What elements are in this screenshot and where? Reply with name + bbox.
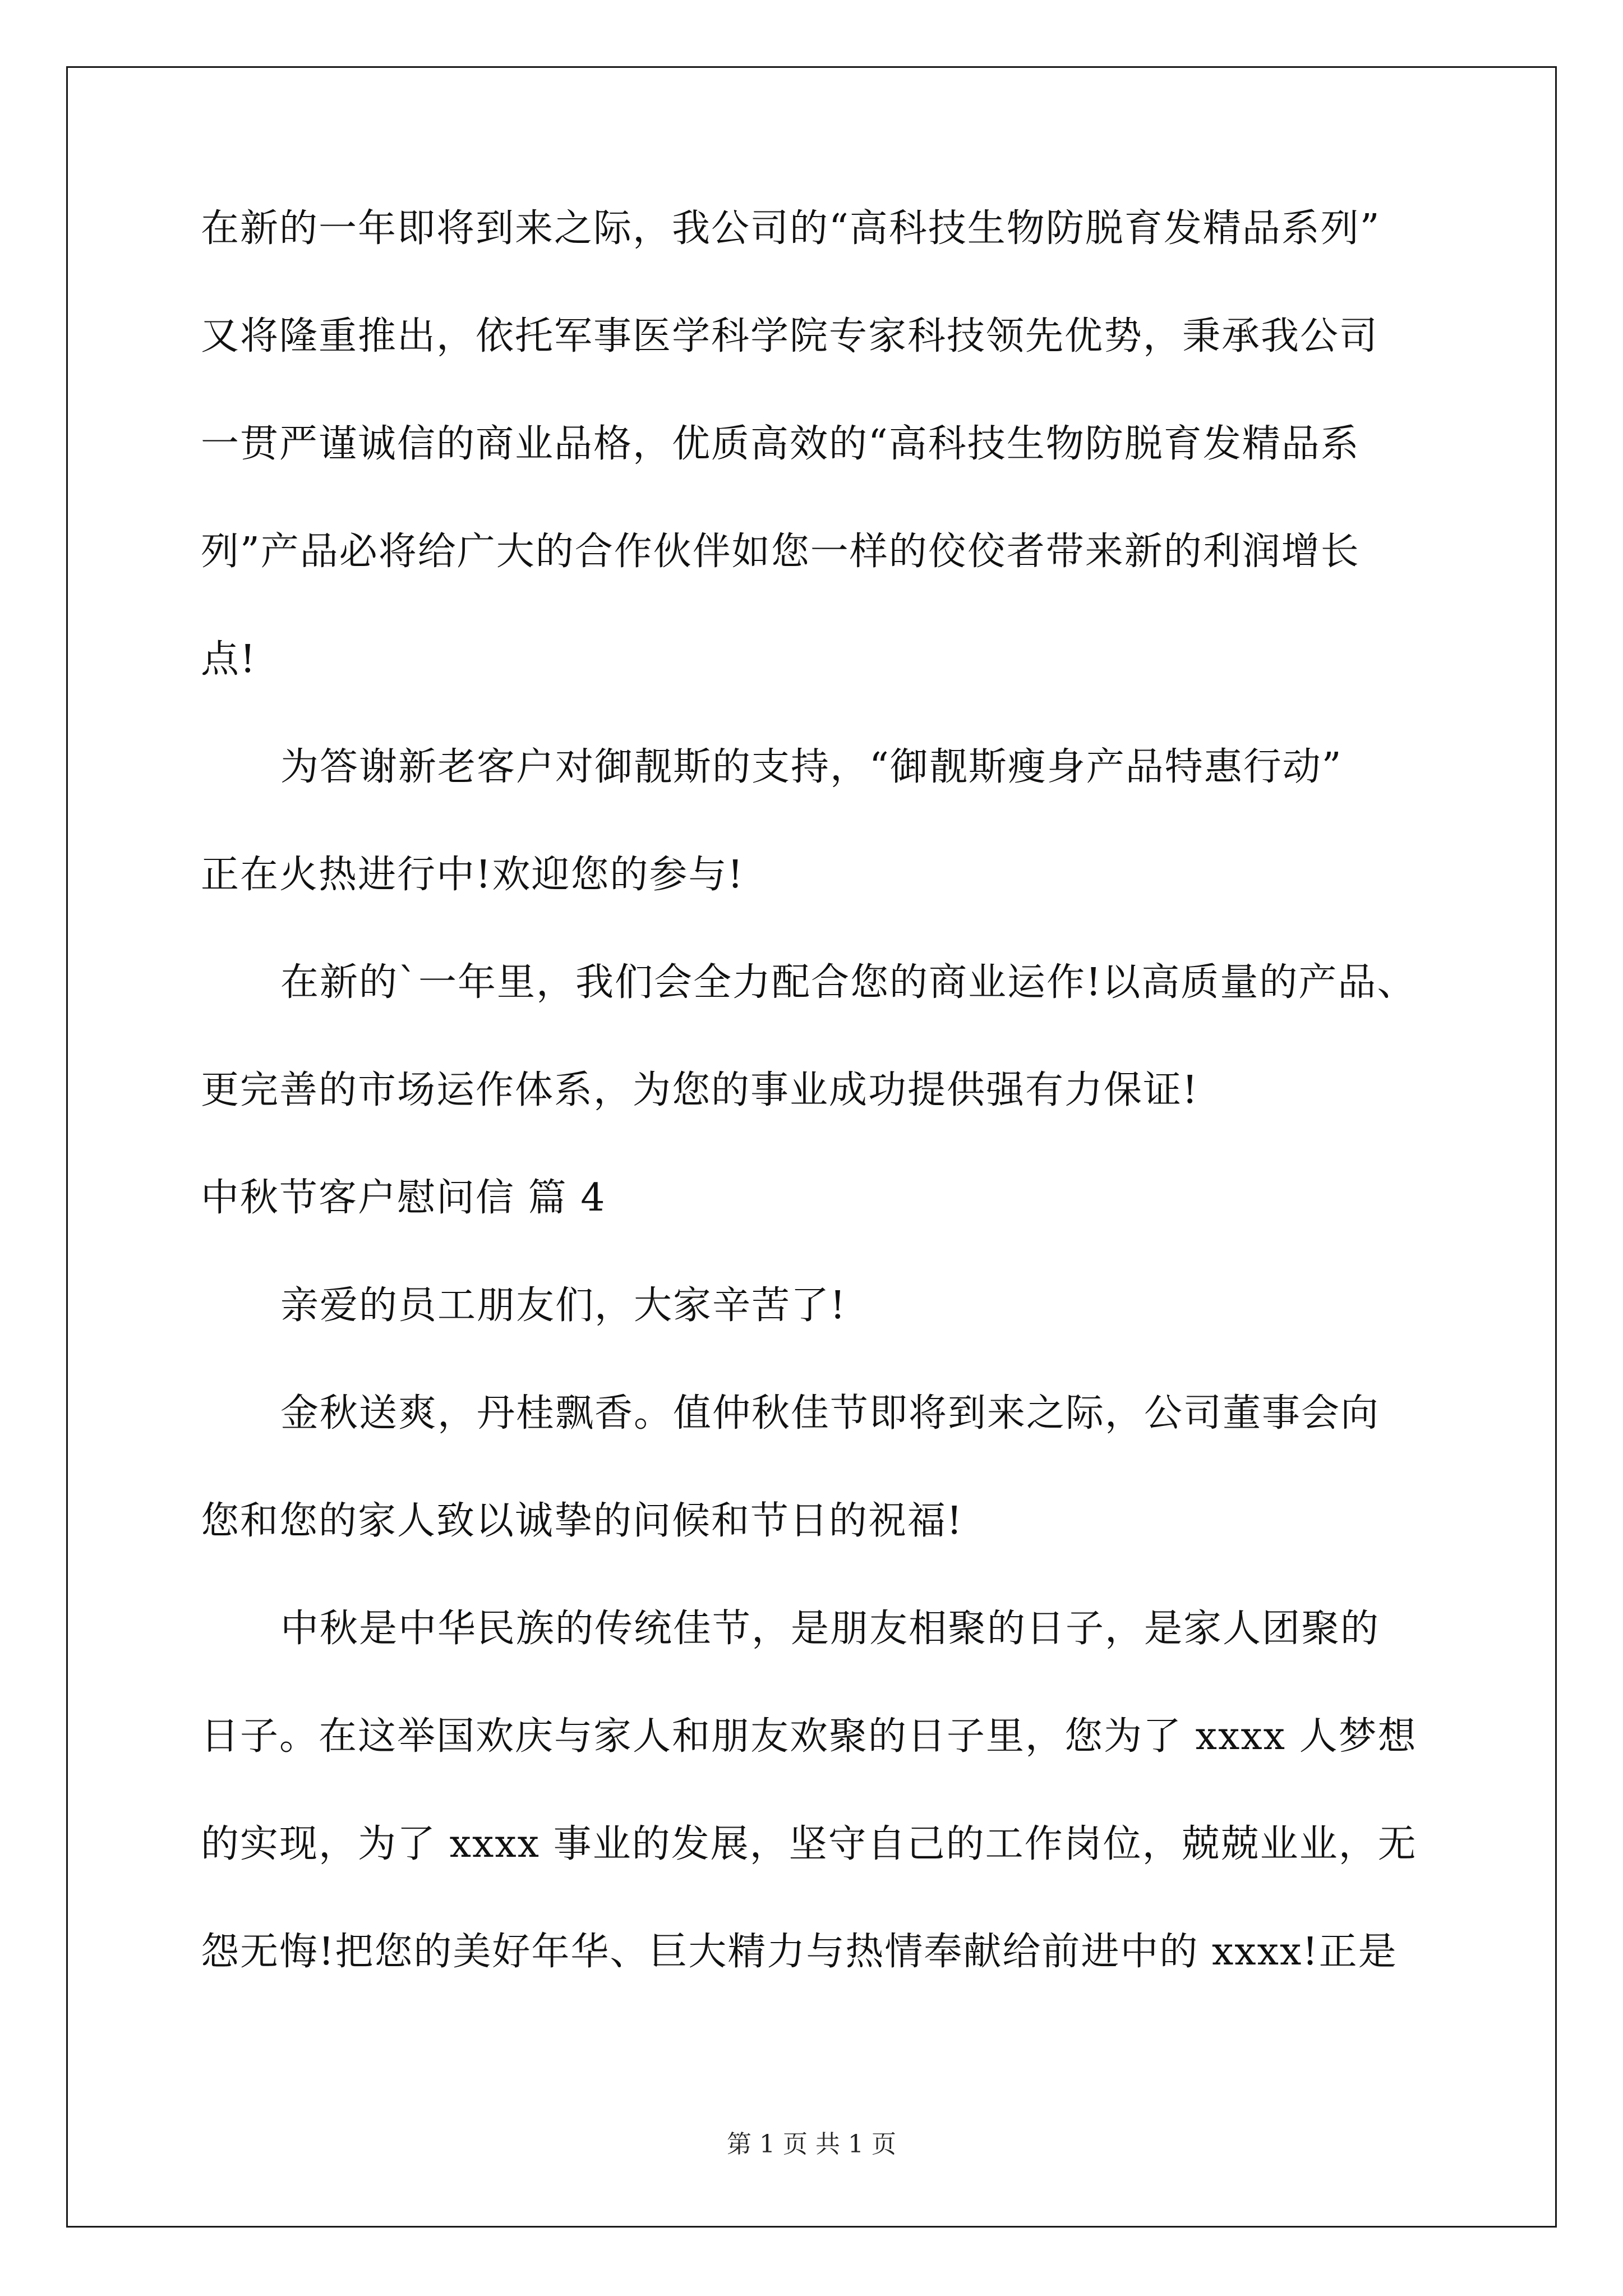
salutation: 亲爱的员工朋友们，大家辛苦了! <box>280 1283 847 1328</box>
paragraph-line: 金秋送爽，丹桂飘香。值仲秋佳节即将到来之际，公司董事会向 <box>280 1391 1380 1435</box>
page-footer: 第 1 页 共 1 页 <box>727 2130 896 2159</box>
paragraph-line: 您和您的家人致以诚挚的问候和节日的祝福! <box>201 1499 963 1543</box>
paragraph-line: 怨无悔!把您的美好年华、巨大精力与热情奉献给前进中的 xxxx!正是 <box>201 1930 1398 1974</box>
paragraph-line: 正在火热进行中!欢迎您的参与! <box>201 853 744 897</box>
paragraph-line: 的实现，为了 xxxx 事业的发展，坚守自己的工作岗位，兢兢业业，无 <box>201 1822 1417 1866</box>
paragraph-line: 中秋是中华民族的传统佳节，是朋友相聚的日子，是家人团聚的 <box>280 1607 1380 1651</box>
paragraph-line: 日子。在这举国欢庆与家人和朋友欢聚的日子里，您为了 xxxx 人梦想 <box>201 1714 1417 1759</box>
page-border <box>66 66 1557 2228</box>
paragraph-line: 又将隆重推出，依托军事医学科学院专家科技领先优势，秉承我公司 <box>201 314 1379 358</box>
paragraph-line: 在新的`一年里，我们会全力配合您的商业运作!以高质量的产品、 <box>280 960 1417 1005</box>
paragraph-line: 更完善的市场运作体系，为您的事业成功提供强有力保证! <box>201 1068 1199 1112</box>
paragraph-line: 一贯严谨诚信的商业品格，优质高效的“高科技生物防脱育发精品系 <box>201 422 1360 466</box>
paragraph-line: 在新的一年即将到来之际，我公司的“高科技生物防脱育发精品系列” <box>201 206 1381 251</box>
paragraph-line: 点! <box>201 637 257 682</box>
paragraph-line: 为答谢新老客户对御靓斯的支持，“御靓斯瘦身产品特惠行动” <box>280 745 1343 789</box>
section-heading: 中秋节客户慰问信 篇 4 <box>201 1176 606 1220</box>
paragraph-line: 列”产品必将给广大的合作伙伴如您一样的佼佼者带来新的利润增长 <box>201 530 1360 574</box>
